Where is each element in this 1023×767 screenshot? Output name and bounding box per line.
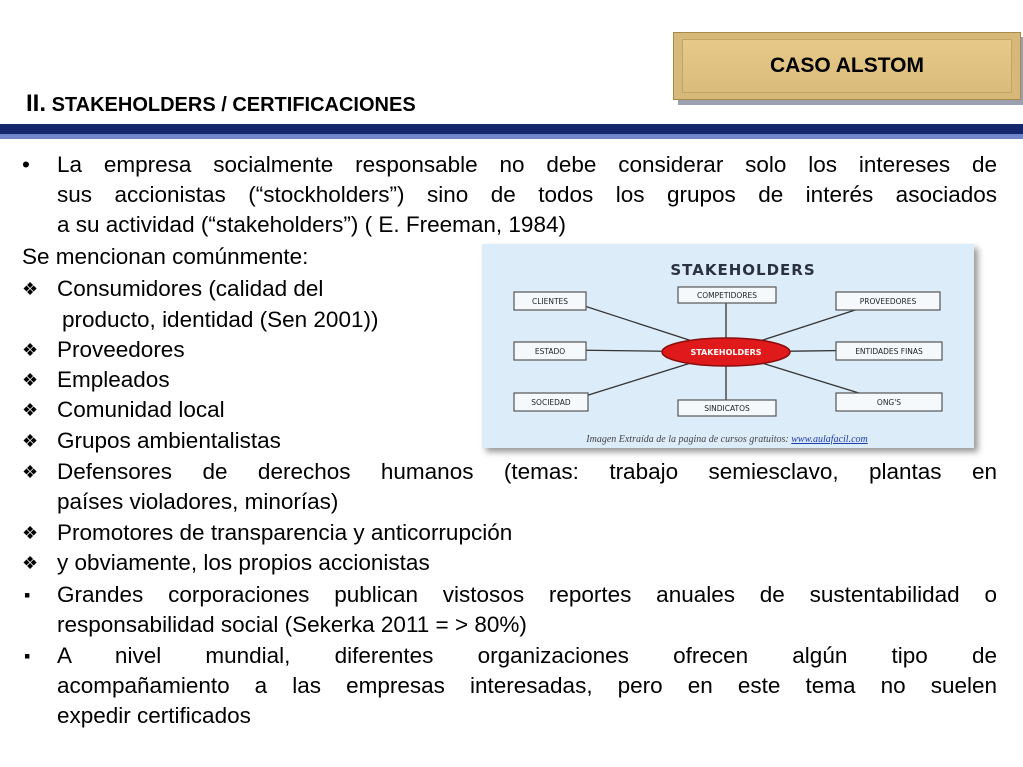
square-bullet: ▪ [24, 585, 31, 605]
note-grandes-1: Grandes corporaciones publican vistosos reportes anuales de sustentabilidad o [57, 582, 997, 607]
intro-line-2: sus accionistas (“stockholders”) sino de todos los grupos de interés asociados [57, 182, 997, 207]
diamond-bullet: ❖ [22, 279, 39, 299]
intro-line-1: La empresa socialmente responsable no debe considerar solo los intereses de [57, 152, 997, 177]
item-defensores-2: países violadores, minorías) [57, 489, 339, 514]
center-label: STAKEHOLDERS [690, 348, 762, 357]
diamond-bullet: ❖ [22, 553, 39, 573]
node-clientes: CLIENTES [531, 297, 569, 306]
diamond-bullet: ❖ [22, 462, 39, 482]
intro-bullet: • [22, 152, 30, 177]
mention-heading: Se mencionan comúnmente: [22, 244, 309, 269]
case-badge [673, 32, 1021, 100]
node-proveedores: PROVEEDORES [859, 297, 917, 306]
node-competidores: COMPETIDORES [696, 291, 758, 300]
node-sindicatos: SINDICATOS [704, 404, 750, 413]
diagram-title: STAKEHOLDERS [670, 261, 816, 279]
slide-title [26, 90, 416, 118]
node-sociedad: SOCIEDAD [531, 398, 571, 407]
item-consumidores-2: producto, identidad (Sen 2001)) [62, 307, 379, 332]
note-nivel-1: A nivel mundial, diferentes organizaciones ofrecen algún tipo de [57, 643, 997, 668]
stakeholders-figure [482, 244, 974, 448]
node-estado: ESTADO [534, 347, 566, 356]
diamond-bullet: ❖ [22, 400, 39, 420]
item-promotores: Promotores de transparencia y anticorrupción [57, 520, 513, 545]
note-nivel-2: acompañamiento a las empresas interesadas, pero en este tema no suelen [57, 673, 997, 698]
diamond-bullet: ❖ [22, 431, 39, 451]
item-proveedores: Proveedores [57, 337, 185, 362]
intro-line-3: a su actividad (“stakeholders”) ( E. Freeman, 1984) [57, 212, 566, 237]
item-comunidad: Comunidad local [57, 397, 225, 422]
item-consumidores-1: Consumidores (calidad del [57, 276, 324, 301]
title-text: STAKEHOLDERS / CERTIFICACIONES [51, 94, 416, 116]
title-rule [0, 124, 1023, 140]
case-label: CASO ALSTOM [769, 54, 924, 77]
item-accionistas: y obviamente, los propios accionistas [57, 550, 430, 575]
node-entidades: ENTIDADES FINAS [855, 347, 923, 356]
diamond-bullet: ❖ [22, 523, 39, 543]
item-grupos: Grupos ambientalistas [57, 428, 281, 453]
note-nivel-3: expedir certificados [57, 703, 251, 728]
square-bullet: ▪ [24, 646, 31, 666]
item-empleados: Empleados [57, 367, 170, 392]
note-grandes-2: responsabilidad social (Sekerka 2011 = > 80%) [57, 612, 527, 637]
diamond-bullet: ❖ [22, 370, 39, 390]
title-rule-dark [0, 124, 1023, 134]
diamond-bullet: ❖ [22, 340, 39, 360]
figure-caption [480, 434, 974, 445]
caption-link[interactable]: www.aulafacil.com [791, 434, 868, 445]
node-ongs: ONG'S [876, 398, 902, 407]
stakeholders-diagram [482, 244, 974, 448]
item-defensores-1: Defensores de derechos humanos (temas: trabajo semiesclavo, plantas en [57, 459, 997, 484]
title-rule-light [0, 134, 1023, 139]
caption-text: Imagen Extraída de la pagina de cursos gratuitos: [586, 434, 789, 445]
title-roman: II. [26, 90, 47, 117]
